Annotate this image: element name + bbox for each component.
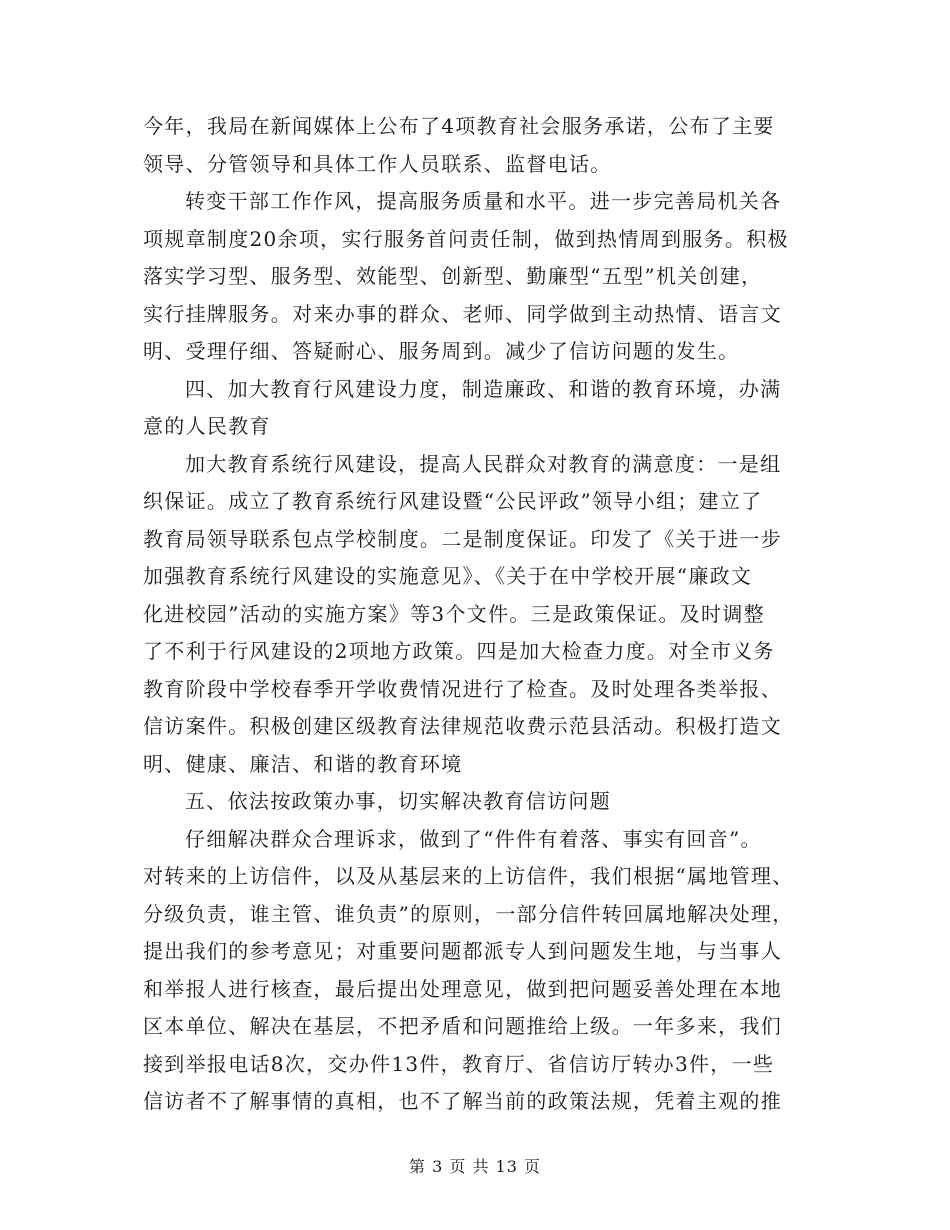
text-line: 实行挂牌服务。对来办事的群众、老师、同学做到主动热情、语言文 bbox=[143, 301, 782, 326]
text-line: 意的人民教育 bbox=[143, 414, 271, 438]
text-line: 今年，我局在新闻媒体上公布了4项教育社会服务承诺，公布了主要 bbox=[143, 114, 775, 138]
text-line: 和举报人进行核查，最后提出处理意见，做到把问题妥善处理在本地 bbox=[143, 976, 782, 1001]
text-line: 加强教育系统行风建设的实施意见》、《关于在中学校开展“廉政文 bbox=[143, 564, 753, 588]
text-line: 信访案件。积极创建区级教育法律规范收费示范县活动。积极打造文 bbox=[143, 714, 782, 738]
text-line: 教育局领导联系包点学校制度。二是制度保证。印发了《关于进一步 bbox=[143, 526, 782, 551]
text-line: 加大教育系统行风建设，提高人民群众对教育的满意度：一是组 bbox=[185, 451, 782, 476]
text-line: 接到举报电话8次，交办件13件，教育厅、省信访厅转办3件，一些 bbox=[143, 1051, 775, 1076]
text-line: 区本单位、解决在基层，不把矛盾和问题推给上级。一年多来，我们 bbox=[143, 1014, 782, 1038]
text-line: 提出我们的参考意见；对重要问题都派专人到问题发生地，与当事人 bbox=[143, 939, 782, 963]
text-line: 对转来的上访信件，以及从基层来的上访信件，我们根据“属地管理、 bbox=[143, 864, 794, 888]
text-line: 信访者不了解事情的真相，也不了解当前的政策法规，凭着主观的推 bbox=[143, 1089, 782, 1113]
text-line: 了不利于行风建设的2项地方政策。四是加大检查力度。对全市义务 bbox=[143, 639, 775, 663]
page-footer: 第 3 页 共 13 页 bbox=[409, 1157, 541, 1176]
text-line: 织保证。成立了教育系统行风建设暨“公民评政”领导小组；建立了 bbox=[143, 489, 763, 513]
text-line: 项规章制度20余项，实行服务首问责任制，做到热情周到服务。积极 bbox=[143, 226, 789, 251]
text-line: 明、受理仔细、答疑耐心、服务周到。减少了信访问题的发生。 bbox=[143, 339, 740, 363]
text-line: 明、健康、廉洁、和谐的教育环境 bbox=[143, 751, 463, 776]
text-line: 领导、分管领导和具体工作人员联系、监督电话。 bbox=[143, 151, 612, 176]
text-line: 落实学习型、服务型、效能型、创新型、勤廉型“五型”机关创建， bbox=[143, 264, 763, 288]
text-line: 化进校园”活动的实施方案》等3个文件。三是政策保证。及时调整 bbox=[143, 601, 765, 626]
text-line: 仔细解决群众合理诉求，做到了“件件有着落、事实有回音”。 bbox=[185, 826, 762, 851]
text-line: 四、加大教育行风建设力度，制造廉政、和谐的教育环境，办满 bbox=[185, 376, 782, 401]
text-line: 转变干部工作作风，提高服务质量和水平。进一步完善局机关各 bbox=[185, 189, 782, 213]
text-line: 分级负责，谁主管、谁负责”的原则，一部分信件转回属地解决处理， bbox=[143, 901, 794, 926]
document-body bbox=[143, 108, 808, 1121]
text-line: 教育阶段中学校春季开学收费情况进行了检查。及时处理各类举报、 bbox=[143, 676, 782, 701]
text-line: 五、依法按政策办事，切实解决教育信访问题 bbox=[185, 789, 611, 813]
